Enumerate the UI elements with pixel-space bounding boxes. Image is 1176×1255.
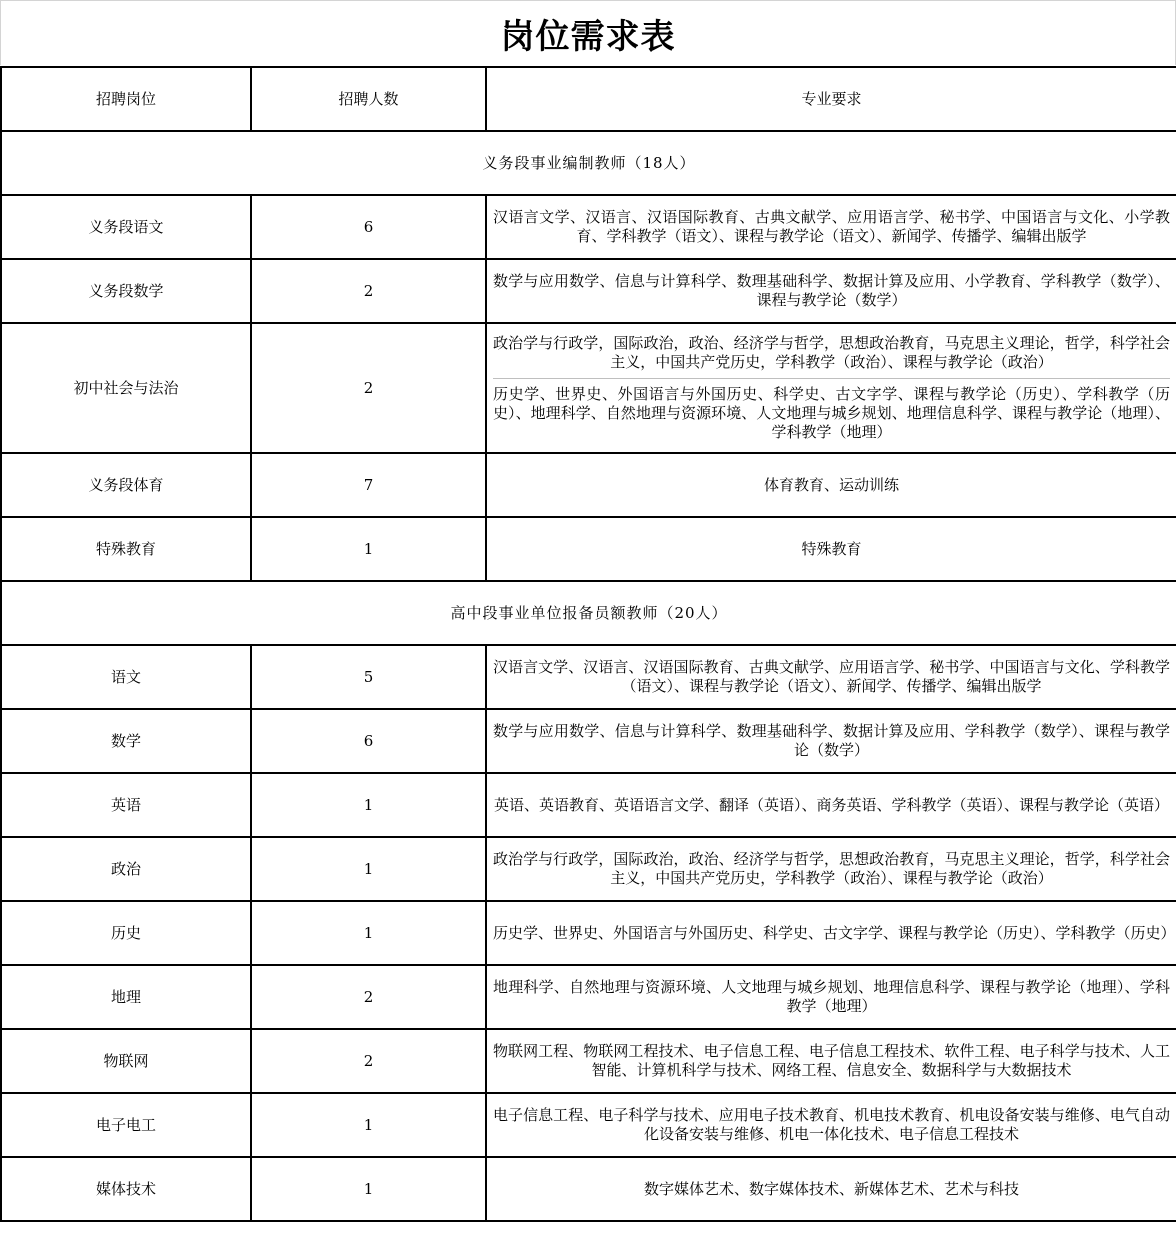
header-count: 招聘人数: [251, 67, 486, 131]
count-cell: 1: [251, 773, 486, 837]
position-cell: 初中社会与法治: [1, 323, 251, 453]
requirement-text: 政治学与行政学，国际政治，政治、经济学与哲学，思想政治教育，马克思主义理论，哲学，科学社会主义，中国共产党历史，学科教学（政治）、课程与教学论（政治）: [493, 850, 1170, 887]
requirements-cell: [486, 453, 1176, 517]
count-cell: 2: [251, 965, 486, 1029]
table-row: [1, 837, 1176, 901]
count-cell: 2: [251, 323, 486, 453]
position-cell: 媒体技术: [1, 1157, 251, 1221]
requirements-cell: [486, 773, 1176, 837]
requirements-cell: [486, 645, 1176, 709]
header-requirements: 专业要求: [486, 67, 1176, 131]
table-row: [1, 901, 1176, 965]
position-cell: 语文: [1, 645, 251, 709]
count-cell: 6: [251, 195, 486, 259]
count-cell: 5: [251, 645, 486, 709]
requirements-cell: [486, 1157, 1176, 1221]
job-requirements-table: [0, 66, 1176, 1222]
requirement-text: 体育教育、运动训练: [763, 475, 899, 494]
table-row: [1, 965, 1176, 1029]
requirement-text: 汉语言文学、汉语言、汉语国际教育、古典文献学、应用语言学、秘书学、中国语言与文化、学科教学（语文）、课程与教学论（语文）、新闻学、传播学、编辑出版学: [493, 658, 1170, 695]
requirement-text: 历史学、世界史、外国语言与外国历史、科学史、古文字学、课程与教学论（历史）、学科教学（历史）、地理科学、自然地理与资源环境、人文地理与城乡规划、地理信息科学、课程与教学论（地理）、学科教学（地理）: [493, 378, 1170, 448]
table-row: [1, 195, 1176, 259]
requirements-cell: [486, 965, 1176, 1029]
requirement-text: 政治学与行政学，国际政治，政治、经济学与哲学，思想政治教育，马克思主义理论，哲学，科学社会主义，中国共产党历史，学科教学（政治）、课程与教学论（政治）: [493, 334, 1170, 371]
requirement-text: 数学与应用数学、信息与计算科学、数理基础科学、数据计算及应用、小学教育、学科教学（数学）、课程与教学论（数学）: [493, 272, 1170, 309]
table-row: [1, 1093, 1176, 1157]
count-cell: 2: [251, 259, 486, 323]
requirements-cell: [486, 195, 1176, 259]
count-cell: 1: [251, 1093, 486, 1157]
table-row: [1, 1157, 1176, 1221]
position-cell: 义务段语文: [1, 195, 251, 259]
section-heading: 义务段事业编制教师（18人）: [1, 131, 1176, 195]
position-cell: 历史: [1, 901, 251, 965]
table-body: [1, 67, 1176, 1221]
section-row: [1, 581, 1176, 645]
requirement-text: 物联网工程、物联网工程技术、电子信息工程、电子信息工程技术、软件工程、电子科学与技术、人工智能、计算机科学与技术、网络工程、信息安全、数据科学与大数据技术: [493, 1042, 1170, 1079]
requirements-cell: [486, 323, 1176, 453]
count-cell: 7: [251, 453, 486, 517]
requirements-cell: [486, 259, 1176, 323]
count-cell: 1: [251, 837, 486, 901]
table-row: [1, 517, 1176, 581]
header-row: [1, 67, 1176, 131]
count-cell: 2: [251, 1029, 486, 1093]
position-cell: 地理: [1, 965, 251, 1029]
position-cell: 义务段体育: [1, 453, 251, 517]
table-row: [1, 709, 1176, 773]
position-cell: 英语: [1, 773, 251, 837]
position-cell: 电子电工: [1, 1093, 251, 1157]
position-cell: 义务段数学: [1, 259, 251, 323]
count-cell: 6: [251, 709, 486, 773]
section-row: [1, 131, 1176, 195]
header-position: 招聘岗位: [1, 67, 251, 131]
section-heading: 高中段事业单位报备员额教师（20人）: [1, 581, 1176, 645]
table-row: [1, 1029, 1176, 1093]
requirements-cell: [486, 517, 1176, 581]
count-cell: 1: [251, 901, 486, 965]
requirements-cell: [486, 709, 1176, 773]
count-cell: 1: [251, 1157, 486, 1221]
requirement-text: 汉语言文学、汉语言、汉语国际教育、古典文献学、应用语言学、秘书学、中国语言与文化、小学教育、学科教学（语文）、课程与教学论（语文）、新闻学、传播学、编辑出版学: [493, 208, 1170, 245]
position-cell: 政治: [1, 837, 251, 901]
count-cell: 1: [251, 517, 486, 581]
requirements-cell: [486, 837, 1176, 901]
position-cell: 特殊教育: [1, 517, 251, 581]
requirement-text: 英语、英语教育、英语语言文学、翻译（英语）、商务英语、学科教学（英语）、课程与教学论（英语）: [493, 795, 1169, 814]
table-row: [1, 453, 1176, 517]
requirement-text: 数字媒体艺术、数字媒体技术、新媒体艺术、艺术与科技: [643, 1179, 1019, 1198]
requirement-text: 数学与应用数学、信息与计算科学、数理基础科学、数据计算及应用、学科教学（数学）、课程与教学论（数学）: [493, 722, 1170, 759]
requirement-text: 电子信息工程、电子科学与技术、应用电子技术教育、机电技术教育、机电设备安装与维修、电气自动化设备安装与维修、机电一体化技术、电子信息工程技术: [493, 1106, 1170, 1143]
position-cell: 物联网: [1, 1029, 251, 1093]
table-row: [1, 259, 1176, 323]
position-cell: 数学: [1, 709, 251, 773]
requirements-cell: [486, 1029, 1176, 1093]
requirements-cell: [486, 901, 1176, 965]
table-title: 岗位需求表: [0, 0, 1176, 65]
table-row: [1, 323, 1176, 453]
table-row: [1, 773, 1176, 837]
requirement-text: 地理科学、自然地理与资源环境、人文地理与城乡规划、地理信息科学、课程与教学论（地理）、学科教学（地理）: [493, 978, 1170, 1015]
requirement-text: 特殊教育: [801, 539, 862, 558]
requirements-cell: [486, 1093, 1176, 1157]
requirement-text: 历史学、世界史、外国语言与外国历史、科学史、古文字学、课程与教学论（历史）、学科教学（历史）: [493, 923, 1176, 942]
table-row: [1, 645, 1176, 709]
